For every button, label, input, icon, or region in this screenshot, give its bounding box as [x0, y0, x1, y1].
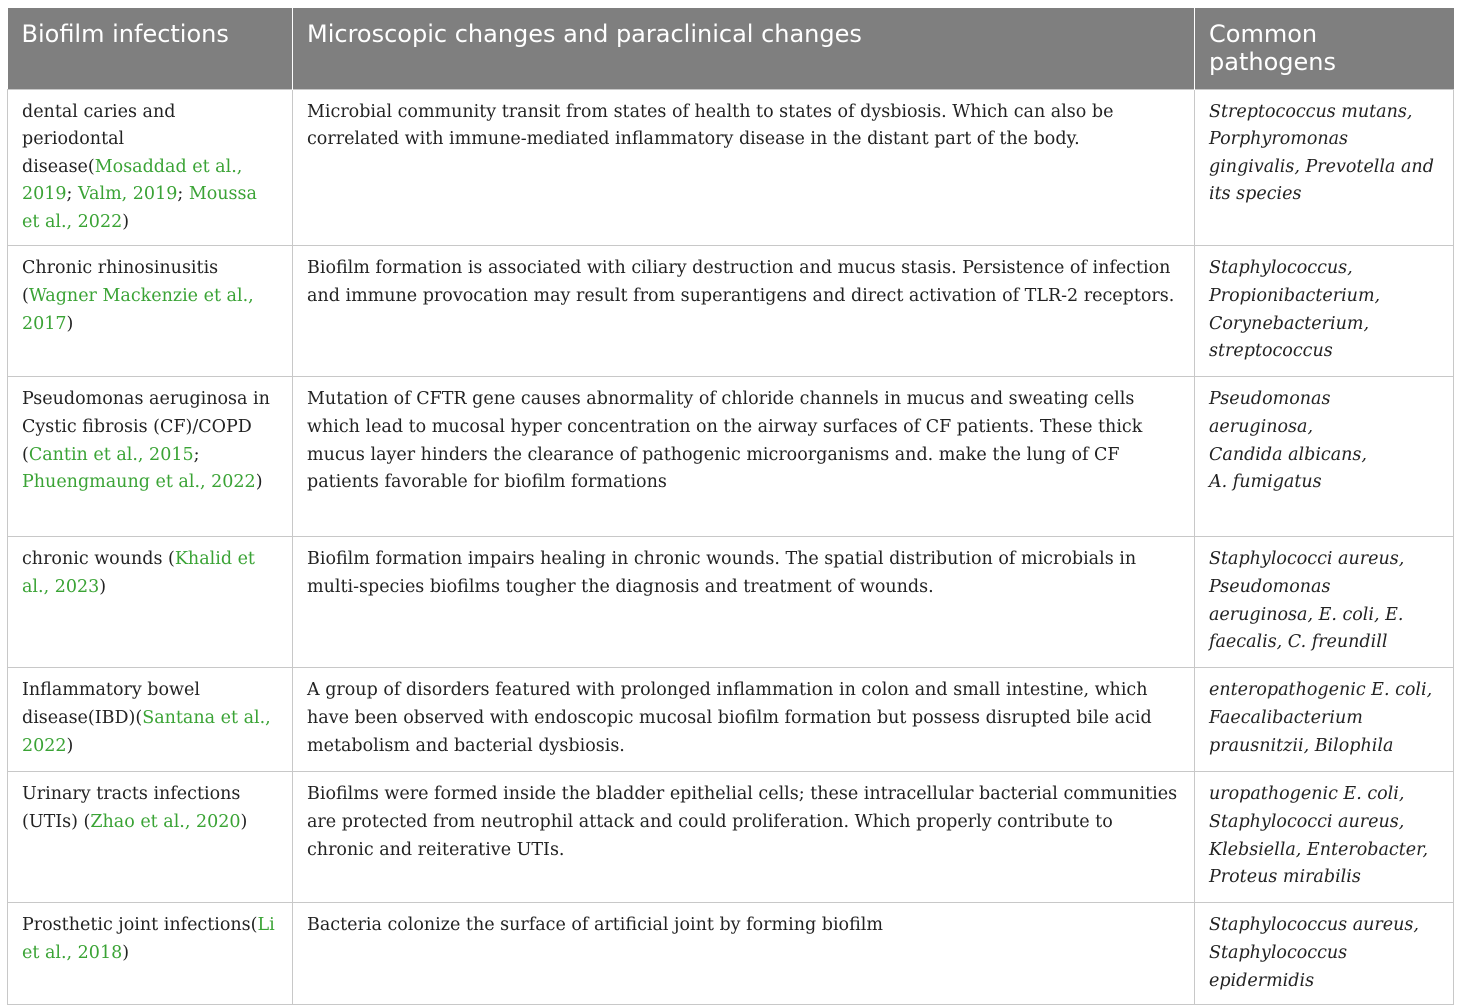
- header-changes: Microscopic changes and paraclinical changes: [293, 8, 1195, 89]
- cell-infection: [8, 537, 293, 668]
- pathogen-line: Staphylococcus epidermidis: [1209, 943, 1348, 991]
- infection-text: ): [99, 577, 107, 598]
- pathogen-line: Pseudomonas aeruginosa,: [1209, 389, 1331, 438]
- pathogen-line: Faecalibacterium: [1209, 708, 1363, 729]
- pathogen-line: Pseudomonas: [1209, 577, 1331, 598]
- pathogen-line: enteropathogenic E. coli,: [1209, 680, 1433, 701]
- table-row: [8, 89, 1454, 246]
- cell-changes: Mutation of CFTR gene causes abnormality of chloride channels in mucus and sweating cells which lead to mucosal hyper concentration on the airway surfaces of CF patients. These thick mucus layer hinders the clearance of pathogenic microorganisms and. make the lung of CF patients favorable for biofilm formations: [293, 377, 1195, 537]
- biofilm-table: [7, 8, 1454, 1005]
- table-row: [8, 537, 1454, 668]
- header-common-pathogens: Common pathogens: [1195, 8, 1454, 89]
- table-header: [8, 8, 1454, 89]
- cell-infection: [8, 246, 293, 377]
- pathogen-line: Klebsiella, Enterobacter,: [1209, 839, 1429, 860]
- citation-link[interactable]: Moussa et al., 2022: [22, 184, 257, 232]
- citation-link[interactable]: Wagner Mackenzie et al., 2017: [22, 286, 254, 334]
- cell-infection: [8, 377, 293, 537]
- cell-infection: [8, 89, 293, 246]
- citation-link[interactable]: Valm, 2019: [78, 184, 178, 205]
- citation-link[interactable]: Li et al., 2018: [22, 915, 275, 964]
- infection-text: Chronic rhinosinusitis (: [22, 258, 219, 307]
- header-biofilm-infections: Biofilm infections: [8, 8, 293, 89]
- table-row: [8, 377, 1454, 537]
- pathogen-line: aeruginosa, E. coli, E.: [1209, 604, 1404, 625]
- cell-changes: A group of disorders featured with prolonged inflammation in colon and small intestine, which have been observed with endoscopic mucosal biofilm formation but possess disrupted bile acid metabolism and bacterial dysbiosis.: [293, 668, 1195, 772]
- infection-text: Urinary tracts infections (UTIs) (: [22, 784, 241, 833]
- pathogen-line: Proteus mirabilis: [1209, 867, 1361, 888]
- cell-pathogens: [1195, 377, 1454, 537]
- infection-text: chronic wounds (: [22, 549, 175, 570]
- infection-text: dental caries and periodontal disease(: [22, 101, 176, 177]
- cell-changes: Biofilms were formed inside the bladder epithelial cells; these intracellular bacterial communities are protected from neutrophil attack and could proliferation. Which properly contribute to chronic and reiterative UTIs.: [293, 772, 1195, 903]
- table-row: [8, 772, 1454, 903]
- citation-link[interactable]: Phuengmaung et al., 2022: [22, 472, 256, 493]
- citation-link[interactable]: Mosaddad et al., 2019: [22, 156, 243, 205]
- infection-text: ): [240, 812, 248, 833]
- citation-link[interactable]: Zhao et al., 2020: [90, 812, 241, 833]
- cell-pathogens: [1195, 903, 1454, 1005]
- infection-text: ;: [193, 444, 200, 465]
- pathogen-line: Porphyromonas: [1209, 129, 1349, 150]
- cell-changes: Biofilm formation impairs healing in chronic wounds. The spatial distribution of microbials in multi-species biofilms tougher the diagnosis and treatment of wounds.: [293, 537, 1195, 668]
- pathogen-line: gingivalis, Prevotella and: [1209, 156, 1434, 177]
- infection-text: ): [66, 735, 74, 756]
- citation-link[interactable]: Cantin et al., 2015: [28, 444, 194, 465]
- citation-link[interactable]: Santana et al., 2022: [22, 708, 271, 756]
- infection-text: ): [122, 943, 130, 964]
- cell-pathogens: [1195, 772, 1454, 903]
- cell-pathogens: [1195, 537, 1454, 668]
- infection-text: Inflammatory bowel disease(IBD)(: [22, 680, 200, 729]
- cell-changes: Bacteria colonize the surface of artificial joint by forming biofilm: [293, 903, 1195, 1005]
- infection-text: Pseudomonas aeruginosa in Cystic fibrosis (CF)/COPD (: [22, 389, 270, 465]
- infection-text: ): [255, 472, 263, 493]
- pathogen-line: Candida albicans,: [1209, 444, 1367, 465]
- pathogen-line: streptococcus: [1209, 341, 1333, 362]
- pathogen-line: faecalis, C. freundill: [1209, 632, 1388, 653]
- pathogen-line: Streptococcus mutans,: [1209, 101, 1413, 122]
- pathogen-line: A. fumigatus: [1209, 472, 1322, 493]
- pathogen-line: Staphylococcus,: [1209, 258, 1353, 279]
- infection-text: ): [122, 211, 130, 232]
- citation-link[interactable]: Khalid et al., 2023: [22, 549, 255, 598]
- pathogen-line: Corynebacterium,: [1209, 313, 1370, 334]
- header-row: [8, 8, 1454, 89]
- pathogen-line: prausnitzii, Bilophila: [1209, 735, 1394, 756]
- infection-text: ;: [66, 184, 79, 205]
- cell-infection: [8, 772, 293, 903]
- cell-pathogens: [1195, 246, 1454, 377]
- cell-changes: Microbial community transit from states of health to states of dysbiosis. Which can also be correlated with immune-mediated inflammatory disease in the distant part of the body.: [293, 89, 1195, 246]
- infection-text: ): [66, 313, 74, 334]
- pathogen-line: Propionibacterium,: [1209, 286, 1381, 307]
- pathogen-line: Staphylococcus aureus,: [1209, 915, 1419, 936]
- pathogen-line: Staphylococci aureus,: [1209, 812, 1405, 833]
- cell-infection: [8, 668, 293, 772]
- cell-infection: [8, 903, 293, 1005]
- pathogen-line: uropathogenic E. coli,: [1209, 784, 1405, 805]
- table-row: [8, 246, 1454, 377]
- pathogen-line: its species: [1209, 184, 1302, 205]
- cell-pathogens: [1195, 668, 1454, 772]
- table-row: [8, 903, 1454, 1005]
- cell-changes: Biofilm formation is associated with ciliary destruction and mucus stasis. Persistence of infection and immune provocation may result from superantigens and direct activation of TLR-2 receptors.: [293, 246, 1195, 377]
- pathogen-line: Staphylococci aureus,: [1209, 549, 1405, 570]
- infection-text: Prosthetic joint infections(: [22, 915, 258, 936]
- cell-pathogens: [1195, 89, 1454, 246]
- table-body: [8, 89, 1454, 1005]
- infection-text: ;: [177, 184, 189, 205]
- table-row: [8, 668, 1454, 772]
